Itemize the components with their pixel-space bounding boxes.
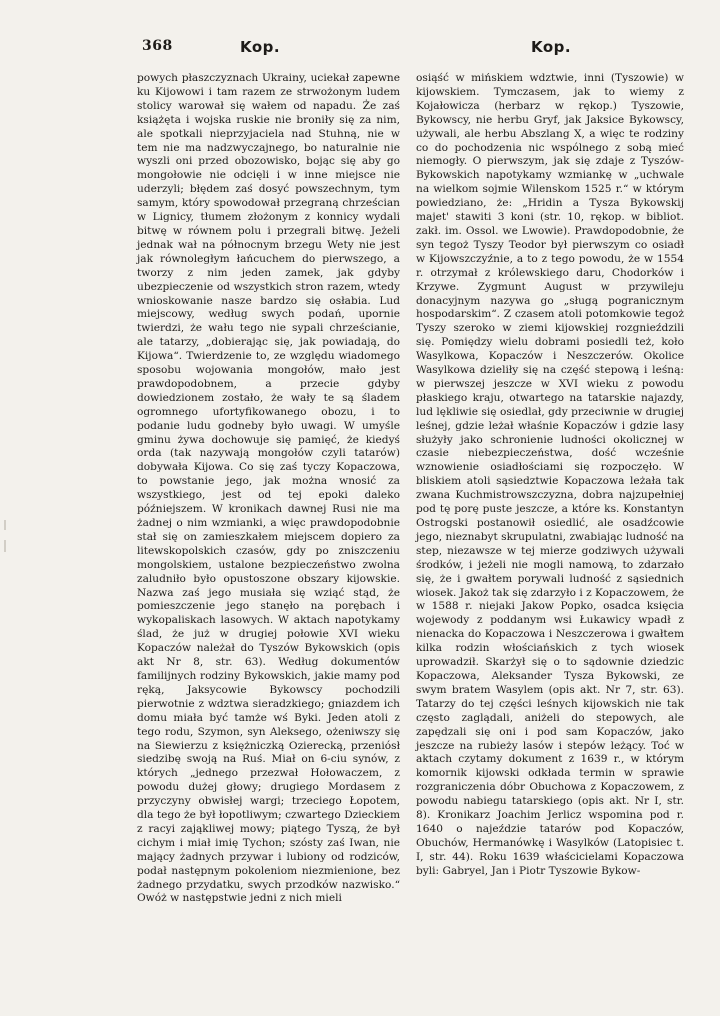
running-title-right: Kop. [531,38,572,56]
page-edge-mark [4,520,6,530]
text-column-left [137,72,400,906]
running-title-left: Kop. [240,38,281,56]
page-number: 368 [142,38,173,54]
column-left-text: powych płaszczyznach Ukrainy, uciekał zapewne ku Kijowowi i tam razem ze strwożonym ludem stolicy warował się wałem od napadu. Że zaś książęta i wojska ruskie nie broniły się za nim, ale spotkali nieprzyjaciela nad Stuhną, nie w tem nie ma nadzwyczajnego, bo naturalnie nie wyszli oni przed obozowisko, bojąc się aby go mongołowie nie odcięli i w inne miejsce nie uderzyli; błędem zaś dosyć powszechnym, tym samym, który spowodował przegraną chrześcian w Lignicy, tłumem złożonym z konnicy wydali bitwę w równem polu i przegrali bitwę. Jeżeli jednak wał na północnym brzegu Wety nie jest jak równoległym łańcuchem do pierwszego, a tworzy z nim jeden zamek, jak gdyby ubezpieczenie od wszystkich stron razem, wtedy wnioskowanie nasze bardzo się osłabia. Lud miejscowy, według swych podań, upornie twierdzi, że wału tego nie sypali chrześcianie, ale tatarzy, „dobierając się, jak powiadają, do Kijowa“. Twierdzenie to, ze względu wiadomego sposobu wojowania mongołów, mało jest prawdopodobnem, a przecie gdyby dowiedzionem zostało, że wały te są śladem ogromnego ufortyfikowanego obozu, i to podanie ludu godneby było uwagi. W umyśle gminu żywa dochowuje się pamięć, że kiedyś orda (tak nazywają mongołów czyli tatarów) dobywała Kijowa. Co się zaś tyczy Kopaczowa, to powstanie jego, jak można wnosić za wszystkiego, jest od tej epoki daleko późniejszem. W kronikach dawnej Rusi nie ma żadnej o nim wzmianki, a więc prawdopodobnie stał się on zamieszkałem miejscem dopiero za litewskopolskich czasów, gdy po zniszczeniu mongolskiem, ustalone bezpieczeństwo zwolna zaludniło było opustoszone obszary kijowskie. Nazwa zaś jego musiała się wziąć stąd, że pomieszczenie jego stanęło na porębach i wykopaliskach lasowych. W aktach napotykamy ślad, że już w drugiej połowie XVI wieku Kopaczów należał do Tyszów Bykowskich (opis akt Nr 8, str. 63). Według dokumentów familijnych rodziny Bykowskich, jakie mamy pod ręką, Jaksycowie Bykowscy pochodzili pierwotnie z wdztwa sieradzkiego; gniazdem ich domu miała być tamże wś Byki. Jeden atoli z tego rodu, Szymon, syn Aleksego, ożeniwszy się na Siewierzu z księżniczką Ozierecką, przeniósł siedzibę swoją na Ruś. Miał on 6-ciu synów, z których „jednego przezwał Hołowaczem, z powodu dużej głowy; drugiego Mordasem z przyczyny obwisłej wargi; trzeciego Łopotem, dla tego że był łopotliwym; czwartego Dzieckiem z racyi zająkliwej mowy; piątego Tyszą, że był cichym i miał imię Tychon; szósty zaś Iwan, nie mający żadnych przywar i lubiony od rodziców, podał następnym pokoleniom niezmienione, bez żadnego przydatku, swych przodków nazwisko.“ Owóż w następstwie jedni z nich mieli [137,72,400,905]
page-header [0,38,720,62]
text-column-right [416,72,684,879]
column-right-text: osiąść w mińskiem wdztwie, inni (Tyszowie) w kijowskiem. Tymczasem, jak to wiemy z Kojałowicza (herbarz w rękop.) Tyszowie, Bykowscy, nie herbu Gryf, jak Jaksice Bykowscy, używali, ale herbu Abszlang X, a więc te rodziny co do pochodzenia nic wspólnego z sobą mieć niemogły. O pierwszym, jak się zdaje z Tyszów-Bykowskich napotykamy wzmiankę w „uchwale na wielkom sojmie Wilenskom 1525 r.“ w którym powiedziano, że: „Hridin a Tysza Bykowskij majet' stawiti 3 koni (str. 10, rękop. w bibliot. zakł. im. Ossol. we Lwowie). Prawdopodobnie, że syn tegoż Tyszy Teodor był pierwszym co osiadł w Kijowszczyźnie, a to z tego powodu, że w 1554 r. otrzymał z królewskiego daru, Chodorków i Krzywe. Zygmunt August w przywileju donacyjnym nazywa go „sługą pogranicznym hospodarskim“. Z czasem atoli potomkowie tegoż Tyszy szeroko w ziemi kijowskiej rozgnieździli się. Pomiędzy wielu dobrami posiedli też, koło Wasylkowa, Kopaczów i Neszczerów. Okolice Wasylkowa dzieliły się na część stepową i leśną: w pierwszej jeszcze w XVI wieku z powodu płaskiego kraju, otwartego na tatarskie najazdy, lud lękliwie się osiedlał, gdy przeciwnie w drugiej leśnej, gdzie leżał właśnie Kopaczów i gdzie lasy służyły jako schronienie ludności okolicznej w czasie niebezpieczeństwa, dość wcześnie wznowienie osiadłościami się rozpoczęło. W bliskiem atoli sąsiedztwie Kopaczowa leżała tak zwana Kuchmistrowszczyzna, dobra najzupełniej pod tę porę puste jeszcze, a które ks. Konstantyn Ostrogski postanowił osiedlić, ale osadźcowie jego, nieznabyt skrupulatni, zwabiając ludność na step, niezawsze w tej mierze godziwych używali środków, i jeżeli nie mogli namową, to zdarzało się, że i gwałtem porywali ludność z sąsiednich wiosek. Jakoż tak się zdarzyło i z Kopaczowem, że w 1588 r. niejaki Jakow Popko, osadca księcia wojewody z poddanym wsi Łukawicy wpadł z nienacka do Kopaczowa i Neszczerowa i gwałtem kilka rodzin włościańskich z tych wiosek uprowadził. Skarżył się o to sądownie dziedzic Kopaczowa, Aleksander Tysza Bykowski, ze swym bratem Wasylem (opis akt. Nr 7, str. 63). Tatarzy do tej części leśnych kijowskich nie tak często zaglądali, aniżeli do stepowych, ale zapędzali się oni i pod sam Kopaczów, jako jeszcze na rubieży lasów i stepów leżący. Toć w aktach czytamy dokument z 1639 r., w którym komornik kijowski odkłada termin w sprawie rozgraniczenia dóbr Obuchowa z Kopaczowem, z powodu nabiegu tatarskiego (opis akt. Nr I, str. 8). Kronikarz Joachim Jerlicz wspomina pod r. 1640 o najeździe tatarów pod Kopaczów, Obuchów, Hermanówkę i Wasylków (Latopisiec t. I, str. 44). Roku 1639 właścicielami Kopaczowa byli: Gabryel, Jan i Piotr Tyszowie Bykow- [416,72,684,877]
page-edge-mark [4,540,6,552]
